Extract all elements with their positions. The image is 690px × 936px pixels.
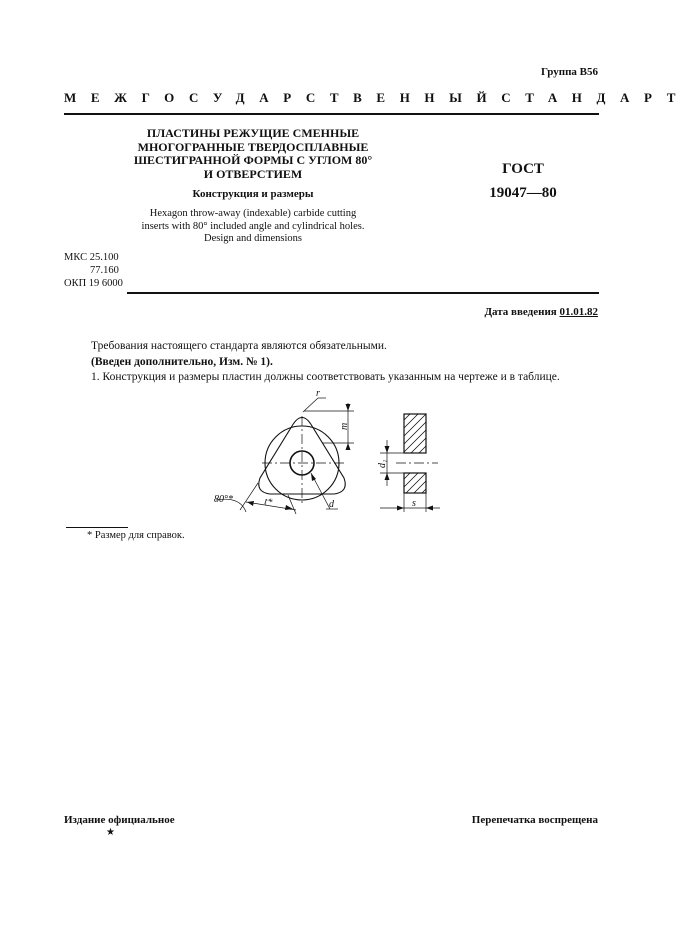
star-mark: ★: [106, 827, 115, 838]
hatching-upper: [404, 414, 426, 453]
paragraph-mandatory: Требования настоящего стандарта являются обязательными.: [91, 340, 387, 352]
label-d1: d₁: [377, 459, 388, 468]
label-angle: 80°*: [214, 494, 233, 505]
reprint-prohibited: Перепечатка воспрещена: [471, 814, 598, 826]
okp-code: ОКП 19 6000: [64, 278, 123, 289]
footnote-rule: [66, 527, 128, 528]
title-line-4: И ОТВЕРСТИЕМ: [203, 166, 303, 181]
group-code: Группа В56: [540, 66, 598, 78]
english-title-line-3: Design and dimensions: [204, 233, 302, 244]
label-s: s: [412, 498, 416, 509]
banner-word-standard: СТАНДАРТ: [501, 90, 690, 105]
arrow-m-top: [346, 404, 351, 411]
english-title: [100, 208, 406, 246]
document-title: [100, 127, 406, 181]
gost-number: 19047—80: [489, 185, 557, 201]
title-line-1: ПЛАСТИНЫ РЕЖУЩИЕ СМЕННЫЕ: [146, 126, 360, 140]
classification-codes: [64, 251, 123, 290]
english-title-line-1: Hexagon throw-away (indexable) carbide cutting: [149, 208, 357, 219]
intro-date-label: Дата введения: [484, 306, 557, 318]
arrow-s-left: [397, 506, 404, 511]
mks-code-2: 77.160: [90, 265, 119, 276]
codes-rule: [127, 292, 599, 294]
official-edition: Издание официальное: [64, 814, 175, 826]
insert-drawing: [200, 388, 450, 518]
banner-word-interstate: МЕЖГОСУДАРСТВЕННЫЙ: [64, 90, 502, 105]
standard-banner: [64, 90, 690, 106]
label-m: m: [339, 422, 350, 430]
gost-designation: [468, 157, 578, 205]
footnote: * Размер для справок.: [87, 530, 185, 541]
introduction-date: [484, 306, 598, 318]
english-title-line-2: inserts with 80° included angle and cylindrical holes.: [141, 220, 365, 232]
body-text: [91, 339, 560, 386]
label-t: t*: [263, 496, 274, 509]
arrow-m-bottom: [346, 443, 351, 450]
arrow-d-leader: [311, 473, 316, 481]
label-d: d: [329, 499, 334, 510]
intro-date-value: 01.01.82: [559, 306, 598, 318]
paragraph-item-1: 1. Конструкция и размеры пластин должны соответствовать указанным на чертеже и в таблице.: [91, 371, 560, 383]
title-line-3: ШЕСТИГРАННОЙ ФОРМЫ С УГЛОМ 80°: [133, 153, 373, 167]
hatching-lower: [404, 473, 426, 493]
document-subtitle: Конструкция и размеры: [192, 188, 314, 200]
arrow-t-left: [247, 501, 254, 506]
arrow-d1-bottom: [385, 473, 390, 480]
t-extension-right: [288, 495, 296, 514]
mks-code-1: МКС 25.100: [64, 252, 119, 263]
gost-label: ГОСТ: [502, 161, 544, 177]
title-line-2: МНОГОГРАННЫЕ ТВЕРДОСПЛАВНЫЕ: [137, 139, 369, 154]
paragraph-amendment: (Введен дополнительно, Изм. № 1).: [91, 355, 273, 368]
header-rule: [64, 113, 599, 115]
arrow-s-right: [426, 506, 433, 511]
arrow-d1-top: [385, 446, 390, 453]
r-leader: [303, 398, 318, 412]
label-r: r: [316, 388, 320, 399]
